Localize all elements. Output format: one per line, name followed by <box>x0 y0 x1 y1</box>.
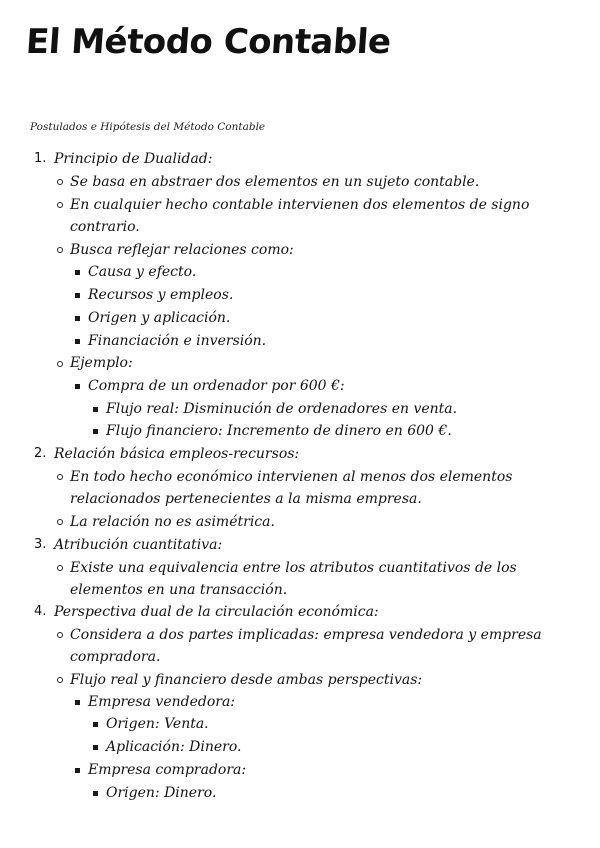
list-item-continuation: relacionados pertenecientes a la misma empresa. <box>70 491 422 507</box>
circle-bullet <box>57 361 63 367</box>
square-bullet <box>75 293 80 298</box>
circle-bullet <box>57 632 63 638</box>
square-bullet <box>75 270 80 275</box>
item-number: 4. <box>34 604 47 619</box>
square-bullet <box>93 429 98 434</box>
circle-bullet <box>57 179 63 185</box>
perspective-detail: Aplicación: Dinero. <box>106 739 242 755</box>
relation-item: Causa y efecto. <box>88 264 197 280</box>
page-subtitle: Postulados e Hipótesis del Método Contable <box>30 121 266 133</box>
square-bullet <box>93 407 98 412</box>
page-title: El Método Contable <box>24 22 392 62</box>
circle-bullet <box>57 677 63 683</box>
circle-bullet <box>57 474 63 480</box>
list-item: Se basa en abstraer dos elementos en un sujeto contable. <box>70 174 480 190</box>
list-item-continuation: contrario. <box>70 219 140 235</box>
square-bullet <box>75 316 80 321</box>
example-item: Compra de un ordenador por 600 €: <box>88 378 345 394</box>
item-heading-perspectiva: Perspectiva dual de la circulación económica: <box>54 604 379 620</box>
square-bullet <box>75 384 80 389</box>
list-item: En todo hecho económico intervienen al menos dos elementos <box>70 469 513 485</box>
square-bullet <box>75 339 80 344</box>
square-bullet <box>75 700 80 705</box>
list-item: Existe una equivalencia entre los atributos cuantitativos de los <box>70 560 517 576</box>
item-heading-atribucion: Atribución cuantitativa: <box>54 537 223 553</box>
item-number: 1. <box>34 151 47 166</box>
circle-bullet <box>57 519 63 525</box>
circle-bullet <box>57 565 63 571</box>
example-detail: Flujo real: Disminución de ordenadores en venta. <box>106 401 458 417</box>
relation-item: Recursos y empleos. <box>88 287 234 303</box>
circle-bullet <box>57 202 63 208</box>
item-number: 2. <box>34 446 47 461</box>
list-item: Flujo real y financiero desde ambas perspectivas: <box>70 672 423 688</box>
perspective-item: Empresa compradora: <box>88 762 247 778</box>
relation-item: Origen y aplicación. <box>88 310 231 326</box>
item-number: 3. <box>34 537 47 552</box>
list-item: Ejemplo: <box>70 355 133 371</box>
list-item: En cualquier hecho contable intervienen dos elementos de signo <box>70 197 530 213</box>
circle-bullet <box>57 247 63 253</box>
example-detail: Flujo financiero: Incremento de dinero en 600 €. <box>106 423 452 439</box>
perspective-detail: Origen: Venta. <box>106 716 209 732</box>
list-item-continuation: compradora. <box>70 649 161 665</box>
square-bullet <box>93 791 98 796</box>
list-item-continuation: elementos en una transacción. <box>70 582 288 598</box>
list-item: Considera a dos partes implicadas: empresa vendedora y empresa <box>70 627 542 643</box>
list-item: La relación no es asimétrica. <box>70 514 275 530</box>
item-heading-relacion: Relación básica empleos-recursos: <box>54 446 300 462</box>
list-item: Busca reflejar relaciones como: <box>70 242 294 258</box>
square-bullet <box>93 722 98 727</box>
perspective-detail: Origen: Dinero. <box>106 785 217 801</box>
relation-item: Financiación e inversión. <box>88 333 267 349</box>
square-bullet <box>93 745 98 750</box>
perspective-item: Empresa vendedora: <box>88 694 236 710</box>
square-bullet <box>75 768 80 773</box>
item-heading-dualidad: Principio de Dualidad: <box>54 151 213 167</box>
